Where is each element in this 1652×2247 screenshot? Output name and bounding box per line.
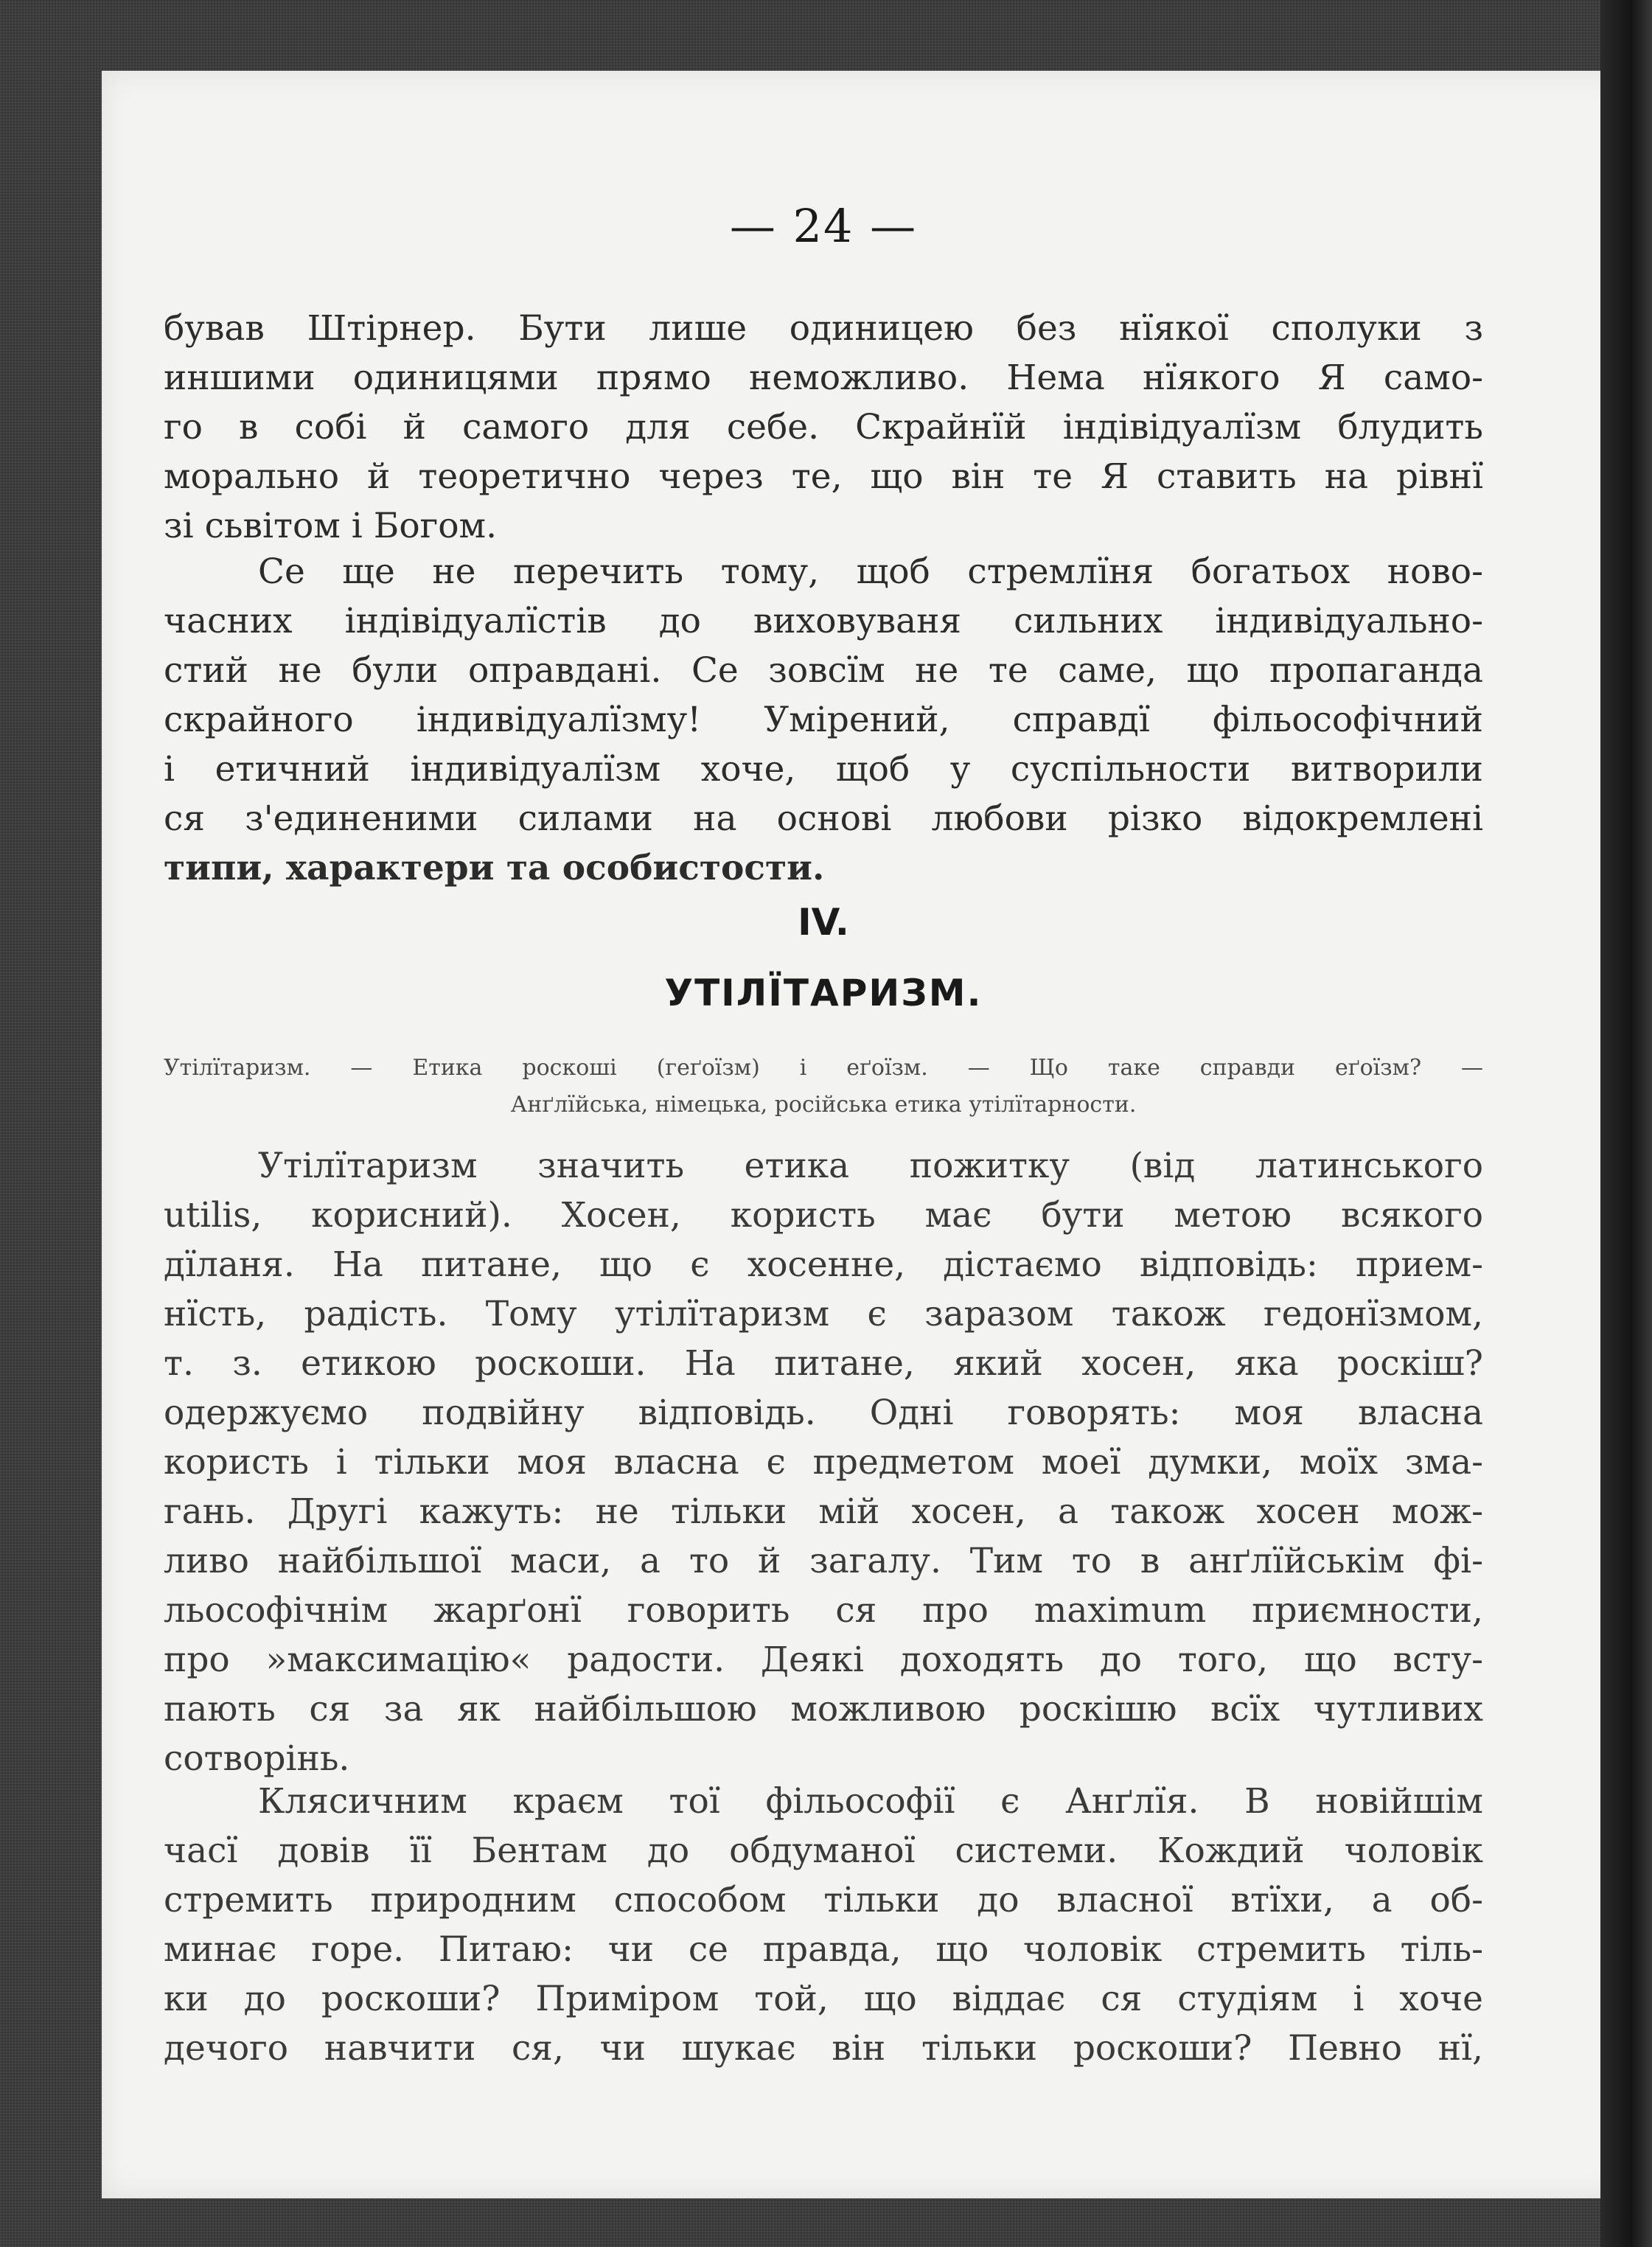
- text-line: Се ще не перечить тому, щоб стремлїня богатьох ново-: [258, 551, 1483, 592]
- text-line: пають ся за як найбільшою можливою роскішю всїх чутливих: [164, 1689, 1483, 1729]
- text-line: стий не були оправдані. Се зовсїм не те саме, що пропаганда: [164, 650, 1483, 691]
- text-line: дечого навчити ся, чи шукає він тільки роскоши? Певно нї,: [164, 2028, 1483, 2069]
- text-line: Клясичним краєм тої фільософії є Анґлїя. В новійшім: [258, 1781, 1483, 1822]
- text-line: минає горе. Питаю: чи се правда, що чоловік стремить тіль-: [164, 1929, 1483, 1970]
- text-line: нїсть, радість. Тому утілїтаризм є заразом також гедонїзмом,: [164, 1294, 1483, 1334]
- text-line: utilis, корисний). Хосен, користь має бути метою всякого: [164, 1195, 1483, 1236]
- section-number: IV.: [798, 901, 849, 944]
- paragraph-3: [164, 1141, 1483, 1783]
- text-line: користь і тільки моя власна є предметом моеї думки, моїх зма-: [164, 1442, 1483, 1483]
- section-summary: [164, 1050, 1483, 1124]
- page-number: — 24 —: [729, 199, 918, 253]
- text-line: гань. Другі кажуть: не тільки мій хосен, а також хосен мож-: [164, 1491, 1483, 1532]
- text-line: скрайного індивідуалїзму! Умірений, справдї фільософічний: [164, 700, 1483, 740]
- paragraph-2: [164, 547, 1483, 893]
- text-line: ки до роскоши? Приміром той, що віддає ся студіям і хоче: [164, 1979, 1483, 2019]
- page-edge-shadow: [1600, 0, 1652, 2247]
- text-line: зі сьвітом і Богом.: [164, 506, 498, 546]
- text-line: иншими одиницями прямо неможливо. Нема нїякого Я само-: [164, 358, 1483, 398]
- text-line: Утілїтаризм значить етика пожитку (від латинського: [258, 1146, 1483, 1186]
- text-line: бував Штірнер. Бути лише одиницею без нїякої сполуки з: [164, 308, 1483, 349]
- text-line: морально й теоретично через те, що він те Я ставить на рівнї: [164, 456, 1483, 497]
- text-line: го в собі й самого для себе. Скрайнїй індівідуалїзм блудить: [164, 407, 1483, 447]
- text-line: сотворінь.: [164, 1738, 350, 1779]
- text-line: часних індівідуалїстів до виховуваня сильних індивідуально-: [164, 601, 1483, 641]
- paragraph-4: [164, 1777, 1483, 2073]
- section-title: УТІЛЇТАРИЗМ.: [664, 972, 983, 1014]
- text-line: про »максимацію« радости. Деякі доходять до того, що всту-: [164, 1640, 1483, 1680]
- text-line: і етичний індивідуалїзм хоче, щоб у суспільности витворили: [164, 749, 1483, 790]
- text-line: стремить природним способом тільки до власної втїхи, а об-: [164, 1880, 1483, 1920]
- text-line: дїланя. На питане, що є хосенне, дістаємо відповідь: прием-: [164, 1244, 1483, 1285]
- text-line: т. з. етикою роскоши. На питане, який хосен, яка роскіш?: [164, 1343, 1483, 1384]
- summary-line: Утілїтаризм. — Етика роскоші (геґоїзм) і еґоїзм. — Що таке справди еґоїзм? —: [164, 1055, 1483, 1081]
- summary-line: Анґлїйська, німецька, російська етика утілїтарности.: [510, 1092, 1137, 1118]
- paragraph-1: [164, 304, 1483, 551]
- text-line: льософічнім жарґонї говорить ся про maximum приємности,: [164, 1590, 1483, 1631]
- text-line: часї довів її Бентам до обдуманої системи. Кождий чоловік: [164, 1830, 1483, 1871]
- text-line: ливо найбільшої маси, а то й загалу. Тим то в анґлїйськім фі-: [164, 1541, 1483, 1581]
- text-line: одержуємо подвійну відповідь. Одні говорять: моя власна: [164, 1393, 1483, 1433]
- text-line: ся з'единеними силами на основі любови різко відокремлені: [164, 798, 1483, 839]
- text-line: типи, характери та особистости.: [164, 848, 825, 888]
